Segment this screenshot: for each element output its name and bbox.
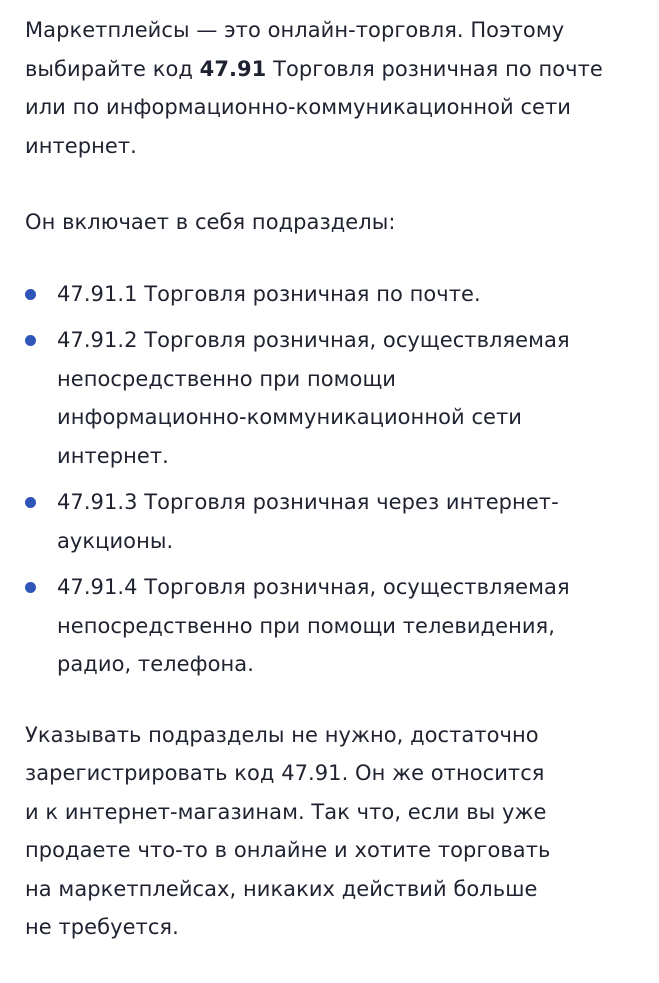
conclusion-line: на маркетплейсах, никаких действий больше — [25, 876, 538, 901]
intro-line: Маркетплейсы — это онлайн-торговля. Поэтому — [25, 18, 565, 42]
okved-code: 47.91 — [199, 56, 267, 81]
bullet-icon — [25, 289, 36, 300]
article-content — [25, 11, 645, 947]
list-item-line: 47.91.2 Торговля розничная, осуществляемая — [57, 328, 570, 352]
bullet-icon — [25, 497, 36, 508]
conclusion-line: не требуется. — [25, 915, 179, 939]
conclusion-line: и к интернет-магазинам. Так что, если вы уже — [25, 799, 547, 824]
list-item — [25, 275, 645, 314]
conclusion-line: продаете что-то в онлайне и хотите торговать — [25, 838, 551, 862]
list-item-line: непосредственно при помощи телевидения, — [57, 613, 555, 638]
list-item-line: аукционы. — [57, 528, 174, 553]
list-item-line: непосредственно при помощи — [57, 366, 396, 391]
subsections-heading: Он включает в себя подразделы: — [25, 210, 396, 234]
intro-line: или по информационно-коммуникационной сети — [25, 95, 571, 119]
list-item — [25, 568, 645, 684]
intro-text: выбирайте код — [25, 56, 200, 81]
list-item-line: 47.91.4 Торговля розничная, осуществляемая — [57, 575, 570, 599]
intro-text: Торговля розничная по почте — [266, 56, 603, 81]
list-item-line: 47.91.1 Торговля розничная по почте. — [57, 281, 481, 306]
intro-line — [25, 50, 645, 89]
subsections-list — [25, 275, 645, 684]
list-item-line: интернет. — [57, 443, 169, 468]
bullet-icon — [25, 335, 36, 346]
conclusion-paragraph — [25, 716, 645, 947]
list-item-line: радио, телефона. — [57, 652, 254, 676]
conclusion-line: Указывать подразделы не нужно, достаточно — [25, 722, 539, 747]
intro-line: интернет. — [25, 133, 137, 158]
bullet-icon — [25, 582, 36, 593]
list-item — [25, 483, 645, 560]
list-item-line: информационно-коммуникационной сети — [57, 405, 522, 429]
intro-paragraph — [25, 11, 645, 165]
list-item-line: 47.91.3 Торговля розничная через интернет- — [57, 490, 559, 514]
conclusion-line: зарегистрировать код 47.91. Он же относится — [25, 761, 545, 785]
list-item — [25, 321, 645, 475]
